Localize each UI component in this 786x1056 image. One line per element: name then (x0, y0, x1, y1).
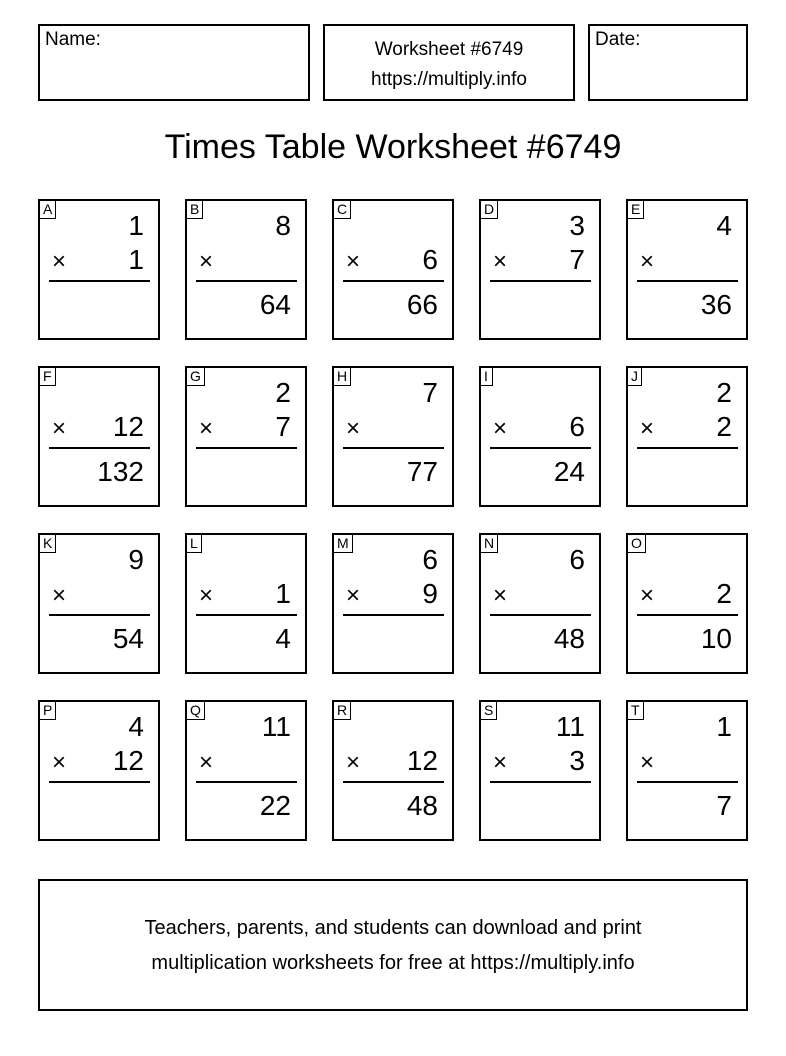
problem-letter: E (628, 201, 644, 219)
multiplier: 2 (716, 411, 732, 442)
worksheet-url: https://multiply.info (371, 69, 527, 90)
problem-card (332, 199, 454, 340)
answer-line (49, 280, 150, 282)
multiplicand: 9 (128, 544, 144, 575)
answer-line (343, 614, 444, 616)
problem-card (479, 199, 601, 340)
answer-line (490, 447, 591, 449)
answer-line (637, 447, 738, 449)
multiplicand: 1 (128, 210, 144, 241)
multiplicand: 11 (555, 711, 585, 742)
product: 77 (406, 456, 438, 487)
answer-line (196, 280, 297, 282)
multiply-icon: × (199, 582, 214, 609)
multiplicand: 1 (716, 711, 732, 742)
multiply-icon: × (346, 749, 361, 776)
product: 24 (553, 456, 585, 487)
problem-card (479, 700, 601, 841)
problem-card (626, 366, 748, 507)
product: 66 (406, 289, 438, 320)
page-title: Times Table Worksheet #6749 (164, 128, 622, 166)
multiply-icon: × (52, 248, 67, 275)
problem-letter: H (334, 368, 351, 386)
problem-card (626, 199, 748, 340)
multiplicand: 8 (275, 210, 291, 241)
name-label: Name: (45, 29, 101, 50)
product: 10 (700, 623, 732, 654)
problem-letter: N (481, 535, 498, 553)
multiplicand: 4 (716, 210, 732, 241)
problem-card (185, 533, 307, 674)
answer-line (49, 447, 150, 449)
multiplier: 12 (406, 745, 438, 776)
problem-card (479, 533, 601, 674)
footer-note (38, 879, 748, 1011)
multiplier: 2 (716, 578, 732, 609)
product: 48 (406, 790, 438, 821)
problem-card (479, 366, 601, 507)
problem-letter: P (40, 702, 56, 720)
problem-letter: O (628, 535, 646, 553)
problem-card (185, 366, 307, 507)
problem-letter: S (481, 702, 497, 720)
multiply-icon: × (199, 415, 214, 442)
answer-line (343, 781, 444, 783)
multiply-icon: × (640, 248, 655, 275)
problem-card (38, 366, 160, 507)
multiply-icon: × (199, 749, 214, 776)
problem-card (185, 700, 307, 841)
answer-line (637, 614, 738, 616)
problem-letter: B (187, 201, 203, 219)
answer-line (490, 280, 591, 282)
answer-line (49, 781, 150, 783)
problem-card (332, 366, 454, 507)
multiplicand: 6 (569, 544, 585, 575)
multiply-icon: × (493, 248, 508, 275)
product: 48 (553, 623, 585, 654)
multiplier: 12 (112, 745, 144, 776)
product: 36 (700, 289, 732, 320)
answer-line (196, 447, 297, 449)
product: 132 (97, 456, 144, 487)
multiply-icon: × (346, 415, 361, 442)
date-label: Date: (595, 29, 641, 50)
multiplier: 12 (112, 411, 144, 442)
problem-card (185, 199, 307, 340)
multiplier: 1 (128, 244, 144, 275)
multiply-icon: × (52, 582, 67, 609)
problem-card (38, 700, 160, 841)
worksheet-number: Worksheet #6749 (374, 39, 524, 60)
problem-letter: T (628, 702, 644, 720)
multiplicand: 11 (261, 711, 291, 742)
problem-letter: G (187, 368, 205, 386)
product: 7 (716, 790, 732, 821)
answer-line (637, 280, 738, 282)
problem-letter: F (40, 368, 56, 386)
product: 54 (112, 623, 144, 654)
multiply-icon: × (52, 749, 67, 776)
problem-card (626, 533, 748, 674)
multiplier: 1 (275, 578, 291, 609)
answer-line (490, 614, 591, 616)
answer-line (343, 447, 444, 449)
multiply-icon: × (493, 415, 508, 442)
product: 22 (259, 790, 291, 821)
footer-line-1: Teachers, parents, and students can download and print (144, 917, 642, 939)
multiplier: 7 (275, 411, 291, 442)
multiply-icon: × (493, 582, 508, 609)
multiplicand: 2 (275, 377, 291, 408)
multiply-icon: × (199, 248, 214, 275)
multiply-icon: × (52, 415, 67, 442)
problem-letter: D (481, 201, 498, 219)
product: 4 (275, 623, 291, 654)
answer-line (196, 781, 297, 783)
multiplier: 6 (422, 244, 438, 275)
problem-card (626, 700, 748, 841)
multiplicand: 6 (422, 544, 438, 575)
problem-letter: Q (187, 702, 205, 720)
multiply-icon: × (640, 749, 655, 776)
problem-letter: R (334, 702, 351, 720)
product: 64 (259, 289, 291, 320)
multiplier: 6 (569, 411, 585, 442)
multiply-icon: × (346, 582, 361, 609)
multiplier: 7 (569, 244, 585, 275)
multiplier: 9 (422, 578, 438, 609)
multiplicand: 7 (422, 377, 438, 408)
multiplicand: 3 (569, 210, 585, 241)
multiply-icon: × (346, 248, 361, 275)
answer-line (196, 614, 297, 616)
problem-letter: M (334, 535, 353, 553)
problem-card (332, 700, 454, 841)
answer-line (490, 781, 591, 783)
multiplier: 3 (569, 745, 585, 776)
multiply-icon: × (640, 415, 655, 442)
problem-card (332, 533, 454, 674)
multiply-icon: × (640, 582, 655, 609)
answer-line (49, 614, 150, 616)
problem-letter: J (628, 368, 642, 386)
problem-card (38, 199, 160, 340)
multiplicand: 4 (128, 711, 144, 742)
footer-line-2: multiplication worksheets for free at https://multiply.info (151, 952, 635, 974)
problem-letter: C (334, 201, 351, 219)
problem-letter: K (40, 535, 56, 553)
answer-line (637, 781, 738, 783)
problem-letter: L (187, 535, 202, 553)
problem-card (38, 533, 160, 674)
multiply-icon: × (493, 749, 508, 776)
problem-letter: A (40, 201, 56, 219)
answer-line (343, 280, 444, 282)
multiplicand: 2 (716, 377, 732, 408)
problem-letter: I (481, 368, 493, 386)
